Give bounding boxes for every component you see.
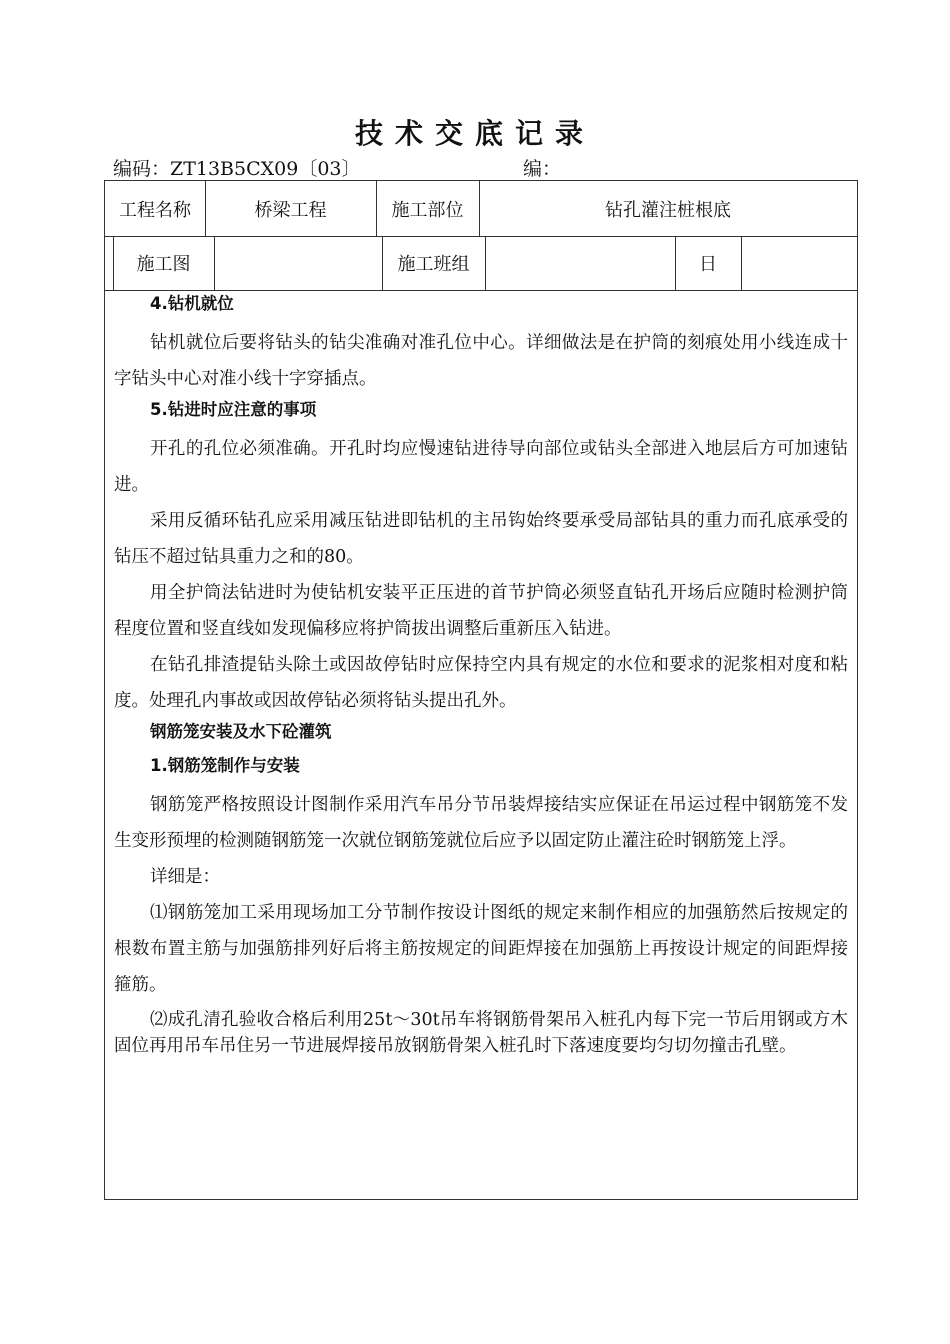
document-code: 编码：ZT13B5CX09〔03〕 bbox=[113, 158, 361, 180]
section-heading: 4.钻机就位 bbox=[150, 294, 234, 313]
code-line bbox=[113, 154, 562, 181]
project-name-value: 桥梁工程 bbox=[254, 199, 327, 221]
paragraph: 详细是： bbox=[150, 867, 220, 887]
site-label: 施工部位 bbox=[391, 199, 464, 221]
date-label: 日 bbox=[699, 254, 717, 275]
paragraph: 开孔的孔位必须准确。开孔时均应慢速钻进待导向部位或钻头全部进入地层后方可加速钻进。 bbox=[114, 439, 848, 495]
paragraph: ⑴钢筋笼加工采用现场加工分节制作按设计图纸的规定来制作相应的加强筋然后按规定的根数布置主筋与加强筋排列好后将主筋按规定的间距焊接在加强筋上再按设计规定的间距焊接箍筋。 bbox=[114, 903, 848, 995]
paragraph: ⑵成孔清孔验收合格后利用25t～30t吊车将钢筋骨架吊入桩孔内每下完一节后用钢或方木固位再用吊车吊住另一节进展焊接吊放钢筋骨架入桩孔时下落速度要均匀切勿撞击孔壁。 bbox=[114, 1010, 848, 1056]
site-value: 钻孔灌注桩根底 bbox=[605, 199, 731, 221]
section-heading: 5.钻进时应注意的事项 bbox=[150, 400, 317, 419]
paragraph: 采用反循环钻孔应采用减压钻进即钻机的主吊钩始终要承受局部钻具的重力而孔底承受的钻压不超过钻具重力之和的80。 bbox=[114, 511, 848, 567]
bian-label: 编： bbox=[523, 158, 562, 180]
document-title: 技术交底记录 bbox=[354, 117, 595, 150]
paragraph: 用全护筒法钻进时为使钻机安装平正压进的首节护筒必须竖直钻孔开场后应随时检测护筒程度位置和竖直线如发现偏移应将护筒拔出调整后重新压入钻进。 bbox=[114, 583, 848, 639]
record-table bbox=[104, 180, 858, 1200]
paragraph: 钻机就位后要将钻头的钻尖准确对准孔位中心。详细做法是在护筒的刻痕处用小线连成十字钻头中心对准小线十字穿插点。 bbox=[114, 333, 848, 389]
team-label: 施工班组 bbox=[397, 254, 470, 275]
drawing-label: 施工图 bbox=[136, 254, 191, 275]
team-value bbox=[485, 236, 675, 290]
section-heading: 钢筋笼安装及水下砼灌筑 bbox=[150, 722, 332, 741]
section-heading: 1.钢筋笼制作与安装 bbox=[150, 756, 300, 775]
table-row bbox=[105, 236, 857, 291]
content-body bbox=[114, 291, 848, 1059]
drawing-value bbox=[214, 236, 382, 290]
table-row bbox=[105, 181, 857, 237]
project-name-label: 工程名称 bbox=[119, 199, 191, 221]
paragraph: 在钻孔排渣提钻头除土或因故停钻时应保持空内具有规定的水位和要求的泥浆相对度和粘度。处理孔内事故或因故停钻必须将钻头提出孔外。 bbox=[114, 655, 848, 711]
date-value bbox=[741, 236, 857, 290]
paragraph: 钢筋笼严格按照设计图制作采用汽车吊分节吊装焊接结实应保证在吊运过程中钢筋笼不发生变形预埋的检测随钢筋笼一次就位钢筋笼就位后应予以固定防止灌注砼时钢筋笼上浮。 bbox=[114, 795, 848, 851]
